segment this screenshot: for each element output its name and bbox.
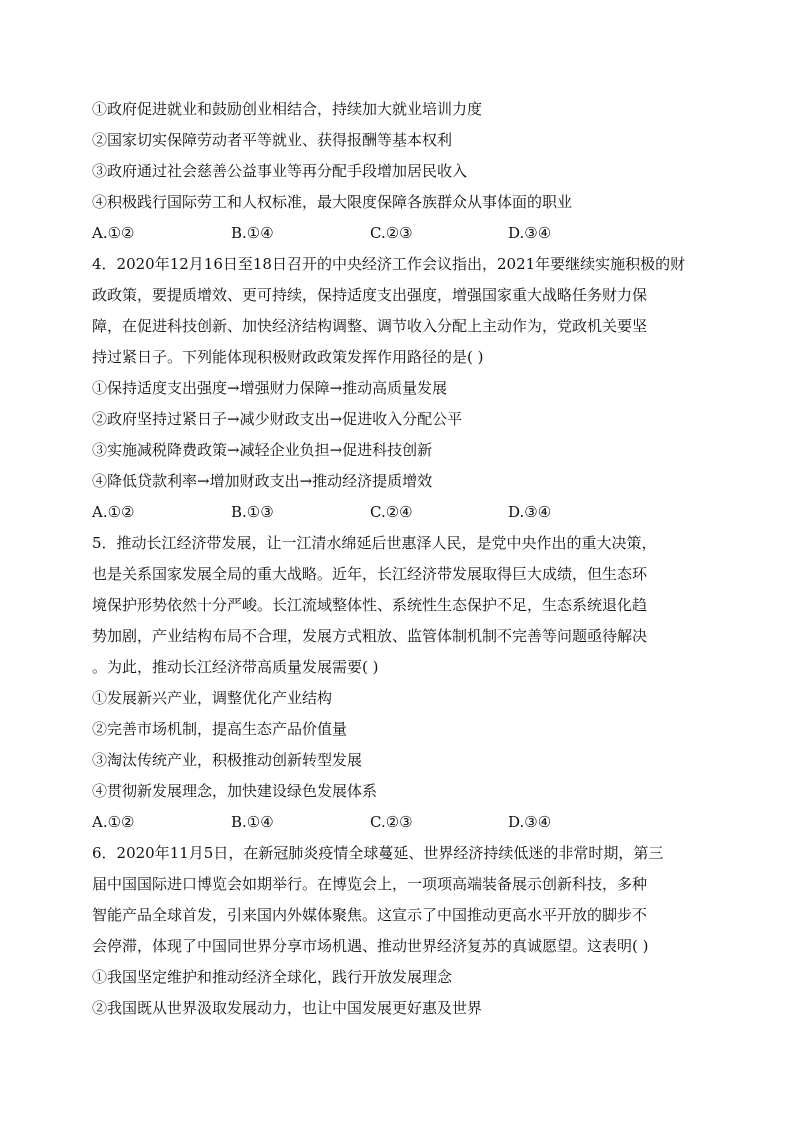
question-stem-line: 障，在促进科技创新、加快经济结构调整、调节收入分配上主动作为，党政机关要坚	[92, 317, 648, 335]
statement-3: ③实施减税降费政策→减轻企业负担→促进科技创新	[92, 441, 433, 459]
statement-4: ④贯彻新发展理念，加快建设绿色发展体系	[92, 782, 378, 800]
option-d: D.③④	[508, 224, 552, 242]
option-c: C.②③	[370, 224, 413, 242]
question-stem-line: 会停滞，体现了中国同世界分享市场机遇、推动世界经济复苏的真诚愿望。这表明( )	[92, 937, 649, 955]
statement-4: ④积极践行国际劳工和人权标准，最大限度保障各族群众从事体面的职业	[92, 193, 573, 211]
statement-1: ①我国坚定维护和推动经济全球化，践行开放发展理念	[92, 968, 453, 986]
question-stem-line: 。为此，推动长江经济带高质量发展需要( )	[92, 658, 379, 676]
question-4	[92, 249, 704, 528]
question-6	[92, 838, 704, 1024]
answer-options	[92, 497, 704, 528]
question-stem-line: 届中国国际进口博览会如期举行。在博览会上，一项项高端装备展示创新科技，多种	[92, 875, 648, 893]
exam-page	[92, 94, 704, 1024]
option-d: D.③④	[508, 813, 552, 831]
statement-3: ③政府通过社会慈善公益事业等再分配手段增加居民收入	[92, 162, 468, 180]
option-c: C.②④	[370, 503, 413, 521]
question-5	[92, 528, 704, 838]
statement-2: ②我国既从世界汲取发展动力，也让中国发展更好惠及世界	[92, 999, 483, 1017]
option-b: B.①③	[231, 503, 274, 521]
statement-4: ④降低贷款利率→增加财政支出→推动经济提质增效	[92, 472, 433, 490]
statement-1: ①政府促进就业和鼓励创业相结合，持续加大就业培训力度	[92, 100, 483, 118]
option-b: B.①④	[231, 224, 274, 242]
option-d: D.③④	[508, 503, 552, 521]
option-a: A.①②	[92, 224, 135, 242]
question-stem-line: 政政策，要提质增效、更可持续，保持适度支出强度，增强国家重大战略任务财力保	[92, 286, 648, 304]
question-stem-line: 6．2020年11月5日，在新冠肺炎疫情全球蔓延、世界经济持续低迷的非常时期，第三	[92, 844, 664, 862]
question-stem-line: 也是关系国家发展全局的重大战略。近年，长江经济带发展取得巨大成绩，但生态环	[92, 565, 648, 583]
statement-1: ①保持适度支出强度→增强财力保障→推动高质量发展	[92, 379, 448, 397]
question-stem-line: 持过紧日子。下列能体现积极财政政策发挥作用路径的是( )	[92, 348, 484, 366]
option-b: B.①④	[231, 813, 274, 831]
question-stem-line: 势加剧，产业结构布局不合理，发展方式粗放、监管体制机制不完善等问题亟待解决	[92, 627, 648, 645]
statement-2: ②国家切实保障劳动者平等就业、获得报酬等基本权利	[92, 131, 453, 149]
question-stem-line: 5．推动长江经济带发展，让一江清水绵延后世惠泽人民，是党中央作出的重大决策，	[92, 534, 657, 552]
option-a: A.①②	[92, 503, 135, 521]
statement-1: ①发展新兴产业，调整优化产业结构	[92, 689, 333, 707]
answer-options	[92, 218, 704, 249]
statement-3: ③淘汰传统产业，积极推动创新转型发展	[92, 751, 363, 769]
question-stem-line: 境保护形势依然十分严峻。长江流域整体性、系统性生态保护不足，生态系统退化趋	[92, 596, 648, 614]
answer-options	[92, 807, 704, 838]
question-3-tail	[92, 94, 704, 249]
option-c: C.②③	[370, 813, 413, 831]
question-stem-line: 4．2020年12月16日至18日召开的中央经济工作会议指出，2021年要继续实施积极的财	[92, 255, 686, 273]
question-stem-line: 智能产品全球首发，引来国内外媒体聚焦。这宣示了中国推动更高水平开放的脚步不	[92, 906, 648, 924]
statement-2: ②完善市场机制，提高生态产品价值量	[92, 720, 348, 738]
statement-2: ②政府坚持过紧日子→减少财政支出→促进收入分配公平	[92, 410, 463, 428]
option-a: A.①②	[92, 813, 135, 831]
